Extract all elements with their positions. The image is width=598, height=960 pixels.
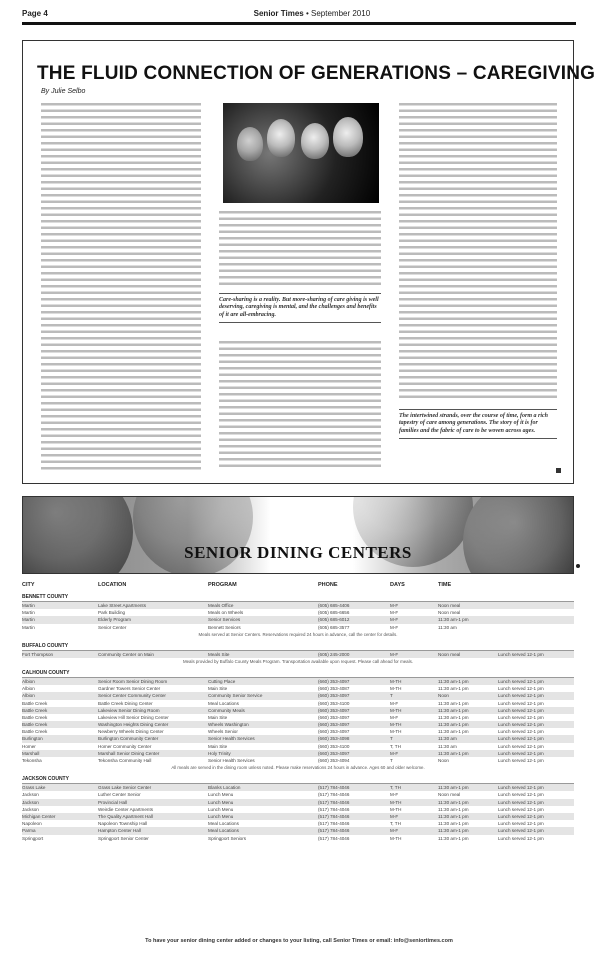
article-column-2-top <box>219 209 381 289</box>
table-cell: 11:30 am-1 pm <box>438 821 469 827</box>
section-label: BUFFALO COUNTY <box>22 643 574 651</box>
table-cell: (660) 353-4097 <box>318 707 350 713</box>
table-cell: 11:30 am <box>438 743 457 749</box>
article-column-2-bottom <box>219 339 381 469</box>
table-section <box>22 670 574 772</box>
table-cell: M-TH <box>390 678 402 684</box>
table-row <box>22 714 574 721</box>
header-rule <box>22 22 576 25</box>
table-cell: 11:30 am-1 pm <box>438 678 469 684</box>
banner-title: SENIOR DINING CENTERS <box>184 543 412 562</box>
table-row <box>22 700 574 707</box>
table-cell: Meal Locations <box>208 700 239 706</box>
table-cell: Lunch served 12-1 pm <box>498 693 544 699</box>
table-cell: 11:30 am-1 pm <box>438 686 469 692</box>
table-cell: (605) 685-4406 <box>318 603 350 608</box>
table-section <box>22 594 574 639</box>
table-cell: 11:30 am-1 pm <box>438 813 469 819</box>
table-cell: Wheels Washington <box>208 722 249 728</box>
article-column-1 <box>41 101 201 471</box>
table-cell <box>498 624 574 631</box>
table-cell: 11:30 am-1 pm <box>438 785 469 791</box>
section-label: CALHOUN COUNTY <box>22 670 574 678</box>
table-cell: M-TH <box>390 799 402 805</box>
table-cell: Jackson <box>22 806 39 812</box>
table-cell: T, TH <box>390 743 401 749</box>
table-cell: M-TH <box>390 707 402 713</box>
table-cell: 11:30 am-1 pm <box>438 828 469 834</box>
table-cell: (605) 245-2000 <box>318 651 350 657</box>
section-rows <box>22 678 574 764</box>
table-cell: M-TH <box>390 806 402 812</box>
table-cell: Homer Community Center <box>98 743 152 749</box>
table-cell: Meal Locations <box>208 828 239 834</box>
table-row <box>22 651 574 658</box>
face-icon <box>333 117 363 157</box>
table-cell: Marshall <box>22 750 40 756</box>
table-row <box>22 806 574 813</box>
table-cell: M-F <box>390 624 399 630</box>
table-row <box>22 813 574 820</box>
table-row <box>22 791 574 798</box>
table-cell: Noon meal <box>438 603 461 608</box>
table-cell: Lunch served 12-1 pm <box>498 722 544 728</box>
table-cell: Gardner Towers Senior Center <box>98 686 161 692</box>
table-cell: Battle Creek Dining Center <box>98 700 153 706</box>
table-cell: 11:30 am-1 pm <box>438 835 469 841</box>
table-cell: Lunch served 12-1 pm <box>498 806 544 812</box>
table-cell: (517) 784-4046 <box>318 785 350 791</box>
col-time: TIME <box>438 582 452 588</box>
table-cell: Lunch served 12-1 pm <box>498 714 544 720</box>
table-cell: Lunch served 12-1 pm <box>498 813 544 819</box>
table-cell: Springport Senior Center <box>98 835 149 841</box>
table-cell: Noon <box>438 758 449 763</box>
table-cell: 11:30 am-1 pm <box>438 750 469 756</box>
table-cell: Lake Street Apartments <box>98 603 147 608</box>
dining-banner <box>22 496 574 574</box>
table-cell: 11:30 am-1 pm <box>438 806 469 812</box>
section-rows <box>22 651 574 658</box>
table-cell: Battle Creek <box>22 700 48 706</box>
table-cell: Lunch Menu <box>208 806 234 812</box>
issue-date: September 2010 <box>311 8 371 18</box>
table-cell: M-F <box>390 700 399 706</box>
table-cell: Lunch Menu <box>208 799 234 805</box>
table-row <box>22 735 574 742</box>
table-cell: M-F <box>390 714 399 720</box>
table-cell: Lunch served 12-1 pm <box>498 736 544 742</box>
table-cell: Hampton Center Hall <box>98 828 141 834</box>
table-cell: Lunch served 12-1 pm <box>498 792 544 798</box>
table-row <box>22 707 574 714</box>
table-cell: M-TH <box>390 722 402 728</box>
table-cell: T <box>390 693 393 699</box>
column-2-text-top <box>219 209 381 289</box>
table-cell: Fort Thompson <box>22 651 54 657</box>
table-row <box>22 602 574 609</box>
table-cell: 11:30 am <box>438 736 457 742</box>
table-cell: Burlington <box>22 736 43 742</box>
article-byline: By Julie Selbo <box>41 88 86 95</box>
table-cell: (660) 353-4097 <box>318 729 350 735</box>
table-cell: M-F <box>390 617 399 623</box>
section-dot <box>576 564 580 568</box>
col-city: CITY <box>22 582 35 588</box>
table-cell: (660) 353-4094 <box>318 758 350 763</box>
table-cell: Battle Creek <box>22 729 48 735</box>
table-cell: Senior Room Senior Dining Room <box>98 678 168 684</box>
table-cell: Noon meal <box>438 651 461 657</box>
table-cell: Park Building <box>98 610 126 616</box>
table-cell: T, TH <box>390 821 401 827</box>
table-cell: Martin <box>22 617 35 623</box>
page-header <box>22 6 576 20</box>
table-cell: 11:30 am-1 pm <box>438 722 469 728</box>
table-cell: Lunch served 12-1 pm <box>498 799 544 805</box>
table-cell: Jackson <box>22 792 39 798</box>
table-section <box>22 776 574 842</box>
page-number: Page 4 <box>22 8 48 18</box>
table-row <box>22 692 574 699</box>
table-cell: Community Senior Service <box>208 693 263 699</box>
table-cell: Grass Lake Senior Center <box>98 785 152 791</box>
table-cell: Albion <box>22 678 35 684</box>
table-row <box>22 616 574 623</box>
table-cell: Noon meal <box>438 792 461 798</box>
table-cell: Lunch served 12-1 pm <box>498 700 544 706</box>
table-cell: T, TH <box>390 785 401 791</box>
table-cell: (660) 353-4087 <box>318 686 350 692</box>
table-cell: Lunch served 12-1 pm <box>498 835 544 841</box>
table-cell: (660) 353-4100 <box>318 743 350 749</box>
table-cell: M-F <box>390 792 399 798</box>
table-cell: 11:30 am-1 pm <box>438 799 469 805</box>
article-column-3 <box>399 101 557 401</box>
col-days: DAYS <box>390 582 405 588</box>
issue-separator: • <box>305 8 311 18</box>
face-icon <box>237 127 263 161</box>
table-cell: Meal Locations <box>208 821 239 827</box>
dining-table <box>22 580 574 842</box>
table-cell: (605) 685-6012 <box>318 617 350 623</box>
table-cell: (660) 353-4097 <box>318 678 350 684</box>
table-row <box>22 728 574 735</box>
table-cell: 11:30 am-1 pm <box>438 714 469 720</box>
table-cell: Albion <box>22 686 35 692</box>
table-row <box>22 678 574 685</box>
table-cell: Cutting Place <box>208 678 236 684</box>
table-cell: Springport Seniors <box>208 835 247 841</box>
table-cell: Tekonsha <box>22 758 42 763</box>
table-cell: Springport <box>22 835 44 841</box>
table-cell: M-TH <box>390 835 402 841</box>
section-label: BENNETT COUNTY <box>22 594 574 602</box>
face-icon <box>267 119 295 157</box>
table-cell: Senior Health Services <box>208 758 255 763</box>
publication-info <box>254 9 371 18</box>
table-cell: (605) 685-6656 <box>318 610 350 616</box>
table-cell: Lunch served 12-1 pm <box>498 686 544 692</box>
table-row <box>22 750 574 757</box>
table-cell: Marshall Senior Dining Center <box>98 750 160 756</box>
table-cell: Main Site <box>208 714 228 720</box>
article-box <box>22 40 596 484</box>
table-cell: (660) 353-4097 <box>318 714 350 720</box>
table-cell: Bennett Seniors <box>208 624 241 630</box>
table-row <box>22 721 574 728</box>
table-cell: (517) 784-4046 <box>318 821 350 827</box>
table-cell: Grass Lake <box>22 785 46 791</box>
table-cell: Meals Office <box>208 603 234 608</box>
table-cell: Wheels Senior <box>208 729 238 735</box>
section-rows <box>22 784 574 842</box>
table-cell: Michigan Center <box>22 813 56 819</box>
table-cell: Meals Site <box>208 651 230 657</box>
table-cell: Noon <box>438 693 449 699</box>
table-cell: (517) 784-4046 <box>318 799 350 805</box>
table-cell: Battle Creek <box>22 707 48 713</box>
table-cell: Meals on Wheels <box>208 610 244 616</box>
table-cell: Senior Center Community Center <box>98 693 166 699</box>
table-cell: T <box>390 758 393 763</box>
table-cell: Noon meal <box>438 610 461 616</box>
section-note: Meals provided by Buffalo County Meals Program. Transportation available upon request. Please call ahead for meals. <box>182 658 414 664</box>
column-2-text-bottom <box>219 339 381 469</box>
table-cell: Battle Creek <box>22 722 48 728</box>
table-cell: Luther Center Senior <box>98 792 141 798</box>
table-row <box>22 835 574 842</box>
table-cell: Newberry Wheels Dining Center <box>98 729 164 735</box>
article-end-mark <box>556 468 561 473</box>
table-cell: Lunch served 12-1 pm <box>498 750 544 756</box>
article-title: THE FLUID CONNECTION OF GENERATIONS – CAREGIVING <box>37 63 596 84</box>
table-cell: Lakeview Senior Dining Room <box>98 707 160 713</box>
section-label: JACKSON COUNTY <box>22 776 574 784</box>
table-row <box>22 820 574 827</box>
table-cell: (660) 353-4098 <box>318 736 350 742</box>
table-row <box>22 757 574 764</box>
table-cell: Weirdie Center Apartments <box>98 806 154 812</box>
table-cell: M-F <box>390 603 399 608</box>
table-cell: Napoleon Township Hall <box>98 821 148 827</box>
table-cell: Holy Trinity <box>208 750 231 756</box>
col-program: PROGRAM <box>208 582 237 588</box>
table-cell: (660) 353-4100 <box>318 700 350 706</box>
table-cell: M-F <box>390 828 399 834</box>
table-cell: Lunch served 12-1 pm <box>498 729 544 735</box>
table-row <box>22 799 574 806</box>
table-cell: Lunch served 12-1 pm <box>498 743 544 749</box>
table-cell: M-TH <box>390 686 402 692</box>
table-cell <box>498 616 574 623</box>
table-cell: Senior Services <box>208 617 241 623</box>
table-cell: Lunch served 12-1 pm <box>498 828 544 834</box>
table-cell: Lunch served 12-1 pm <box>498 785 544 791</box>
table-cell: Homer <box>22 743 36 749</box>
table-cell: Lakeview Hill Senior Dining Center <box>98 714 169 720</box>
pullquote-2: The intertwined strands, over the course of time, form a rich tapestry of care among generations. The story of it is for families and the fabric of care to be woven across ages. <box>399 409 557 439</box>
table-cell: Elderly Program <box>98 617 131 623</box>
table-cell: Burlington Community Center <box>98 736 159 742</box>
table-sections <box>22 594 574 842</box>
table-section <box>22 643 574 666</box>
table-cell: Senior Center <box>98 624 127 630</box>
table-cell: (517) 784-4046 <box>318 828 350 834</box>
table-cell: Lunch served 12-1 pm <box>498 678 544 684</box>
table-cell: (660) 353-4097 <box>318 750 350 756</box>
table-cell: (605) 685-3577 <box>318 624 350 630</box>
table-cell: Tekonsha Community Hall <box>98 758 152 763</box>
table-cell: Albion <box>22 693 35 699</box>
footer-note: To have your senior dining center added or changes to your listing, call Senior Times or email: info@seniortimes.com <box>145 938 453 944</box>
table-cell <box>498 609 574 616</box>
table-row <box>22 609 574 616</box>
table-cell: M-F <box>390 813 399 819</box>
table-cell: Martin <box>22 624 35 630</box>
table-cell: 11:30 am-1 pm <box>438 707 469 713</box>
table-cell: 11:30 am-1 pm <box>438 729 469 735</box>
table-cell: The Quality Apartment Hall <box>98 813 153 819</box>
table-cell: 11:30 am-1 pm <box>438 700 469 706</box>
table-row <box>22 743 574 750</box>
table-row <box>22 624 574 631</box>
table-cell: Napoleon <box>22 821 42 827</box>
table-cell: M-F <box>390 651 399 657</box>
table-header <box>22 580 574 590</box>
table-row <box>22 784 574 791</box>
table-cell: Lunch Menu <box>208 813 234 819</box>
table-cell: (517) 784-4046 <box>318 806 350 812</box>
section-note: All meals are served in the dining room unless noted. Please make reservations 24 hours in advance. Ages 60 and older welcome. <box>171 765 425 771</box>
table-cell: (517) 784-4046 <box>318 813 350 819</box>
table-cell: Battle Creek <box>22 714 48 720</box>
table-cell: Lunch served 12-1 pm <box>498 651 544 657</box>
table-cell: Main Site <box>208 686 228 692</box>
column-1-text-block <box>41 101 201 471</box>
col-location: LOCATION <box>98 582 127 588</box>
table-cell: Blanks Location <box>208 785 241 791</box>
table-cell: Provincial Hall <box>98 799 128 805</box>
table-cell: Jackson <box>22 799 39 805</box>
pullquote-1: Care-sharing is a reality. But more-sharing of care giving is well deserving, caregiving is mental, and the challenges and benefits of it are all-embracing. <box>219 293 381 323</box>
table-row <box>22 685 574 692</box>
table-cell: Martin <box>22 610 35 616</box>
column-3-text-block <box>399 101 557 401</box>
table-cell: Lunch served 12-1 pm <box>498 821 544 827</box>
table-cell: (660) 353-4097 <box>318 693 350 699</box>
table-cell <box>498 602 574 609</box>
table-cell: (517) 784-4046 <box>318 835 350 841</box>
table-row <box>22 827 574 834</box>
table-cell: Community Meals <box>208 707 245 713</box>
generations-photo <box>223 103 379 203</box>
table-cell: M-F <box>390 750 399 756</box>
table-cell: T <box>390 736 393 742</box>
table-cell: 11:30 am-1 pm <box>438 617 469 623</box>
table-cell: Martin <box>22 603 35 608</box>
table-cell: Washington Heights Dining Center <box>98 722 169 728</box>
table-cell: (660) 353-4097 <box>318 722 350 728</box>
table-cell: Lunch Menu <box>208 792 234 798</box>
col-phone: PHONE <box>318 582 338 588</box>
table-cell: Lunch served 12-1 pm <box>498 707 544 713</box>
section-note: Meals served at Senior Centers. Reservations required 24 hours in advance, call the center for details. <box>198 631 398 637</box>
table-cell: Parma <box>22 828 36 834</box>
table-cell: Community Center on Main <box>98 651 154 657</box>
publication-name: Senior Times <box>253 8 304 18</box>
table-cell: 11:30 am <box>438 624 457 630</box>
table-cell: M-F <box>390 610 399 616</box>
table-cell: Lunch served 12-1 pm <box>498 758 544 763</box>
table-cell: M-TH <box>390 729 402 735</box>
table-cell: (517) 784-4046 <box>318 792 350 798</box>
table-cell: Main Site <box>208 743 228 749</box>
section-rows <box>22 602 574 631</box>
face-icon <box>301 123 329 159</box>
table-cell: Senior Health Services <box>208 736 255 742</box>
